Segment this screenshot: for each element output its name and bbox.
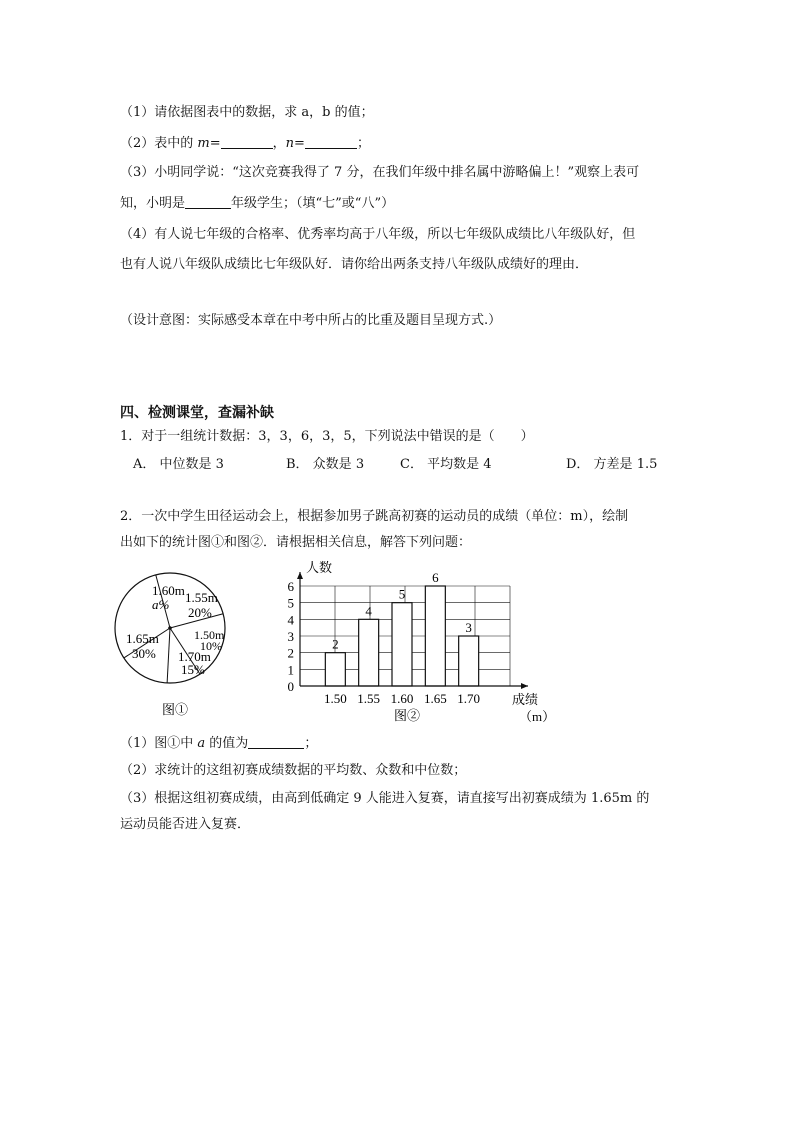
problem1-option-b: B． 众数是 3 [286, 457, 365, 472]
q2-prefix: （2）表中的 [120, 136, 198, 151]
answer-blank-n[interactable] [305, 134, 357, 149]
p2-sub1-var: a [197, 736, 206, 751]
q4-line2: 也有人说八年级队成绩比七年级队好．请你给出两条支持八年级队成绩好的理由． [120, 257, 589, 272]
y-tick-label-0: 0 [287, 679, 294, 694]
q1-text: （1）请依据图表中的数据，求 a，b 的值； [120, 105, 374, 120]
p2-sub1-end: ； [304, 736, 318, 751]
pie-label-1-60: 1.60m [152, 583, 185, 598]
y-axis-arrow [297, 572, 303, 579]
bar-caption: 图② [394, 708, 421, 723]
pie-chart [112, 566, 242, 726]
pie-label-1-65: 1.65m [126, 631, 159, 646]
design-intent-note: （设计意图：实际感受本章在中考中所占的比重及题目呈现方式.） [120, 313, 502, 328]
q3-line2-b: 年级学生；（填“七”或“八”） [231, 196, 395, 211]
p2-sub1-b: 的值为 [205, 736, 249, 751]
p2-sub2: （2）求统计的这组初赛成绩数据的平均数、众数和中位数； [120, 763, 467, 778]
q3-line1: （3）小明同学说：“这次竞赛我得了 7 分，在我们年级中排名属中游略偏上！”观察上表可 [120, 165, 640, 180]
pie-center-dot [168, 626, 172, 630]
pie-pct-1-50: 10% [200, 639, 222, 653]
pie-label-1-50: 1.50m [194, 628, 225, 642]
section4-heading: 四、检测课堂，查漏补缺 [120, 405, 274, 421]
bar-ylabel: 人数 [306, 560, 333, 575]
problem1-stem: 1．对于一组统计数据：3，3，6，3，5，下列说法中错误的是（ ） [120, 429, 534, 444]
q2-eq2: = [294, 136, 305, 151]
q4-line1: （4）有人说七年级的合格率、优秀率均高于八年级，所以七年级队成绩比八年级队好，但 [120, 227, 636, 242]
y-tick-label-1: 1 [287, 662, 294, 678]
p2-sub3-line2: 运动员能否进入复赛． [120, 817, 251, 832]
bar-xunit: （m） [519, 709, 556, 724]
x-tick-label-1.50: 1.50 [323, 691, 347, 706]
bar-value-label-1.55: 4 [365, 603, 372, 619]
q2-eq1: = [209, 136, 221, 151]
pie-pct-1-55: 20% [188, 605, 212, 620]
bar-1.70 [459, 636, 479, 686]
bar-value-label-1.70: 3 [465, 620, 472, 635]
y-tick-label-4: 4 [287, 612, 294, 628]
x-axis-arrow [521, 683, 528, 689]
answer-blank-a[interactable] [248, 734, 304, 749]
q2-var-n: n [285, 136, 295, 151]
q3-line2 [120, 194, 394, 213]
bar-value-label-1.60: 5 [398, 586, 406, 602]
bar-marks [325, 570, 478, 686]
p2-sub1-a: （1）图①中 [120, 736, 198, 751]
pie-caption: 图① [162, 702, 189, 717]
pie-label-1-55: 1.55m [185, 590, 218, 605]
problem2-stem-line1: 2．一次中学生田径运动会上，根据参加男子跳高初赛的运动员的成绩（单位：m），绘制 [120, 509, 629, 524]
pie-slice-boundary-3 [167, 628, 170, 683]
bar-xlabel: 成绩 [512, 692, 539, 707]
problem1-option-d: D． 方差是 1.5 [566, 457, 658, 472]
p2-sub3-line1: （3）根据这组初赛成绩，由高到低确定 9 人能进入复赛，请直接写出初赛成绩为 1.65m 的 [120, 791, 650, 806]
q2-end: ； [356, 136, 370, 151]
bar-value-label-1.65: 6 [432, 570, 439, 585]
bar-1.60 [392, 603, 412, 686]
pie-pct-1-70: 15% [181, 662, 205, 677]
pie-pct-1-65: 30% [132, 646, 156, 661]
answer-blank-grade[interactable] [185, 194, 231, 209]
bar-1.50 [325, 653, 345, 686]
bar-chart [276, 558, 566, 728]
bar-1.65 [425, 586, 445, 686]
q2-var-m: m [197, 136, 210, 151]
x-tick-label-1.65: 1.65 [423, 691, 447, 706]
x-tick-label-1.70: 1.70 [457, 691, 481, 706]
x-tick-label-1.60: 1.60 [390, 691, 414, 706]
problem1-option-a: A． 中位数是 3 [133, 457, 224, 472]
q2-text [120, 134, 370, 153]
y-tick-label-2: 2 [287, 645, 294, 661]
y-tick-label-5: 5 [287, 595, 294, 611]
problem1-option-c: C． 平均数是 4 [400, 457, 492, 472]
y-tick-label-3: 3 [287, 629, 294, 644]
y-tick-label-6: 6 [287, 579, 294, 594]
bar-value-label-1.50: 2 [332, 636, 339, 652]
answer-blank-m[interactable] [221, 134, 273, 149]
q3-line2-a: 知，小明是 [120, 196, 186, 211]
problem2-stem-line2: 出如下的统计图①和图②．请根据相关信息，解答下列问题： [120, 535, 472, 550]
pie-pct-1-60: a% [152, 597, 170, 612]
pie-label-1-70: 1.70m [178, 649, 211, 664]
p2-sub1 [120, 734, 317, 753]
bar-1.55 [359, 619, 379, 686]
x-tick-label-1.55: 1.55 [357, 691, 381, 706]
q2-sep: ， [272, 136, 286, 151]
